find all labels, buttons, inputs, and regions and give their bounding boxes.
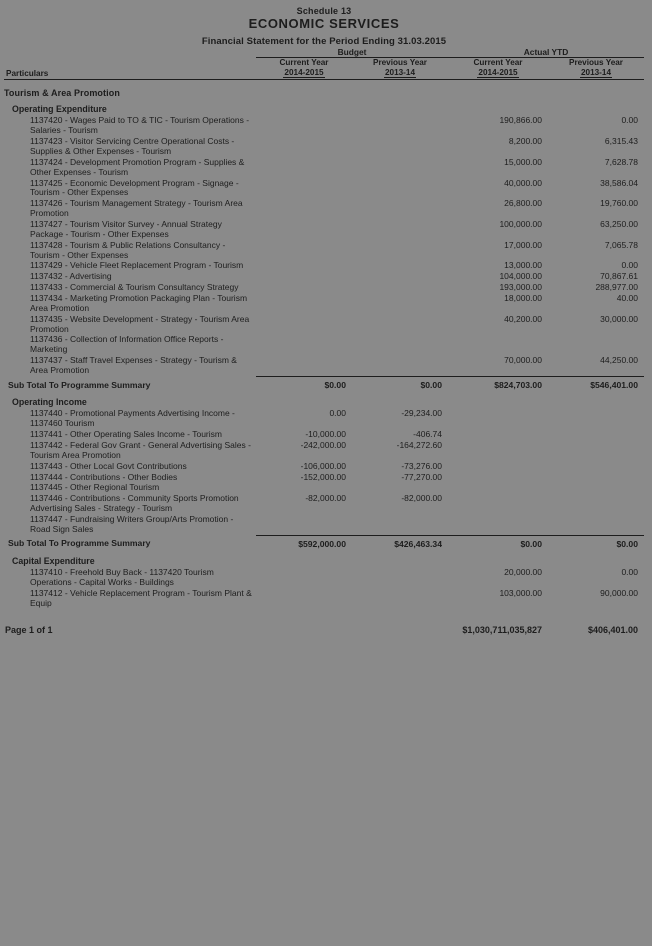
row-label: 1137420 - Wages Paid to TO & TIC - Tourism Operations - Salaries - Tourism (30, 115, 250, 136)
row-budget-previous (352, 178, 448, 199)
row-budget-current: 0.00 (329, 408, 346, 419)
row-actual-current (448, 430, 548, 441)
row-actual-previous: 0.00 (621, 260, 638, 271)
row-budget-current (256, 261, 352, 272)
table-row (4, 409, 644, 430)
row-label: 1137441 - Other Operating Sales Income - Tourism (30, 429, 222, 440)
subsection-heading (4, 393, 644, 409)
row-budget-previous: -82,000.00 (401, 493, 442, 504)
row-actual-current (448, 409, 548, 430)
row-actual-current: 193,000.00 (499, 282, 542, 293)
row-budget-current: -10,000.00 (305, 429, 346, 440)
financial-table (4, 47, 644, 636)
row-budget-current (256, 219, 352, 240)
row-budget-previous (352, 199, 448, 220)
table-row (4, 483, 644, 494)
row-actual-previous: 0.00 (621, 567, 638, 578)
row-budget-previous: -29,234.00 (401, 408, 442, 419)
row-budget-previous (352, 314, 448, 335)
table-row (4, 335, 644, 356)
row-budget-previous (352, 356, 448, 377)
table-row (4, 137, 644, 158)
row-budget-current (256, 335, 352, 356)
row-budget-current: -242,000.00 (300, 439, 346, 450)
row-label: 1137432 - Advertising (30, 271, 112, 282)
report-header (4, 6, 644, 47)
table-row (4, 261, 644, 272)
row-budget-current: -152,000.00 (300, 471, 346, 482)
row-actual-current (448, 472, 548, 483)
subtotal-budget-current: $592,000.00 (256, 535, 352, 552)
row-actual-previous: 90,000.00 (600, 587, 638, 598)
row-actual-previous: 38,586.04 (600, 177, 638, 188)
row-label: 1137435 - Website Development - Strategy - Tourism Area Promotion (30, 313, 250, 334)
row-label: 1137444 - Contributions - Other Bodies (30, 471, 178, 482)
row-budget-current (256, 240, 352, 261)
subsection-title: Operating Income (12, 396, 87, 407)
section-title: Tourism & Area Promotion (4, 87, 120, 98)
row-budget-previous (352, 240, 448, 261)
subtotal-budget-previous: $0.00 (352, 376, 448, 393)
subtotal-row (4, 376, 644, 393)
row-label: 1137442 - Federal Gov Grant - General Advertising Sales - Tourism Area Promotion (30, 439, 251, 460)
column-header-row (4, 58, 644, 79)
row-actual-previous (548, 335, 644, 356)
report-footer-row (4, 609, 644, 636)
row-budget-current (256, 514, 352, 535)
table-row (4, 314, 644, 335)
subtotal-actual-previous: $546,401.00 (548, 376, 644, 393)
row-label: 1137436 - Collection of Information Office Reports - Marketing (30, 334, 224, 355)
table-row (4, 272, 644, 283)
table-row (4, 178, 644, 199)
row-actual-current: 8,200.00 (508, 136, 542, 147)
col-header-actual-current: Current Year 2014-2015 (473, 58, 523, 77)
row-budget-previous (352, 261, 448, 272)
report-subtitle: Financial Statement for the Period Ending 31.03.2015 (201, 35, 447, 47)
row-budget-previous (352, 283, 448, 294)
col-header-particulars: Particulars (6, 68, 49, 78)
row-label: 1137423 - Visitor Servicing Centre Operational Costs - Supplies & Other Expenses - Tourism (30, 136, 235, 156)
col-header-budget-current: Current Year 2014-2015 (279, 58, 329, 77)
footer-actual-current: $1,030,711,035,827 (462, 625, 542, 636)
row-label: 1137428 - Tourism & Public Relations Consultancy - Tourism - Other Expenses (30, 239, 226, 260)
row-actual-previous: 44,250.00 (600, 355, 638, 366)
row-budget-previous (352, 137, 448, 158)
row-actual-current: 40,200.00 (504, 313, 542, 324)
row-actual-current: 18,000.00 (504, 292, 542, 303)
col-header-actual-previous: Previous Year 2013-14 (568, 58, 623, 77)
row-budget-previous (352, 272, 448, 283)
subsection-heading (4, 552, 644, 568)
row-budget-current (256, 314, 352, 335)
group-header-budget: Budget (256, 47, 448, 58)
row-actual-current: 13,000.00 (504, 260, 542, 271)
row-budget-current: -82,000.00 (305, 493, 346, 504)
column-group-header-row (4, 47, 644, 58)
row-label: 1137447 - Fundraising Writers Group/Arts Promotion - Road Sign Sales (30, 513, 234, 534)
row-budget-previous: -73,276.00 (401, 460, 442, 471)
page-title: ECONOMIC SERVICES (248, 16, 400, 32)
row-actual-previous: 70,867.61 (600, 271, 638, 282)
row-actual-previous: 63,250.00 (600, 218, 638, 229)
row-label: 1137443 - Other Local Govt Contributions (30, 460, 187, 471)
row-label: 1137434 - Marketing Promotion Packaging Plan - Tourism Area Promotion (30, 292, 248, 313)
footer-budget-current (256, 609, 352, 636)
table-row (4, 514, 644, 535)
row-budget-previous (352, 588, 448, 609)
row-label: 1137427 - Tourism Visitor Survey - Annual Strategy Package - Tourism - Other Expenses (30, 218, 222, 239)
row-label: 1137433 - Commercial & Tourism Consultancy Strategy (30, 282, 239, 293)
row-actual-current: 20,000.00 (504, 567, 542, 578)
row-actual-current: 104,000.00 (499, 271, 542, 282)
row-actual-current: 70,000.00 (504, 355, 542, 366)
row-actual-current (448, 335, 548, 356)
table-row (4, 293, 644, 314)
row-actual-current: 100,000.00 (499, 218, 542, 229)
row-actual-current (448, 494, 548, 515)
row-actual-current: 103,000.00 (499, 587, 542, 598)
subtotal-label: Sub Total To Programme Summary (8, 538, 151, 549)
row-actual-previous (548, 461, 644, 472)
table-row (4, 461, 644, 472)
subtotal-budget-previous: $426,463.34 (352, 535, 448, 552)
row-label: 1137440 - Promotional Payments Advertising Income - 1137460 Tourism (30, 408, 235, 429)
row-budget-current (256, 137, 352, 158)
row-budget-previous: -77,270.00 (401, 471, 442, 482)
row-budget-current (256, 178, 352, 199)
subtotal-actual-current: $0.00 (448, 535, 548, 552)
table-row (4, 219, 644, 240)
row-label: 1137429 - Vehicle Fleet Replacement Program - Tourism (30, 260, 244, 271)
row-actual-previous: 7,065.78 (604, 239, 638, 250)
table-row (4, 588, 644, 609)
subsection-title: Capital Expenditure (12, 555, 95, 566)
row-budget-current (256, 116, 352, 137)
row-budget-previous (352, 514, 448, 535)
group-header-actual-ytd: Actual YTD (448, 47, 644, 58)
table-row (4, 472, 644, 483)
row-actual-previous (548, 440, 644, 461)
row-actual-current (448, 514, 548, 535)
subtotal-actual-previous: $0.00 (548, 535, 644, 552)
row-budget-previous: -164,272.60 (396, 439, 442, 450)
row-budget-previous (352, 219, 448, 240)
footer-actual-previous: $406,401.00 (587, 625, 638, 636)
col-header-budget-previous: Previous Year 2013-14 (372, 58, 427, 77)
subtotal-label: Sub Total To Programme Summary (8, 379, 151, 390)
row-actual-previous: 30,000.00 (600, 313, 638, 324)
row-actual-previous (548, 494, 644, 515)
row-actual-current (448, 483, 548, 494)
row-actual-previous (548, 483, 644, 494)
row-label: 1137437 - Staff Travel Expenses - Strategy - Tourism & Area Promotion (30, 355, 237, 375)
subsection-title: Operating Expenditure (12, 103, 107, 114)
row-actual-previous (548, 430, 644, 441)
row-actual-previous (548, 409, 644, 430)
row-label: 1137425 - Economic Development Program - Signage - Tourism - Other Expenses (30, 177, 239, 198)
row-label: 1137446 - Contributions - Community Sports Promotion Advertising Sales - Strategy - Tourism (30, 493, 239, 514)
row-label: 1137412 - Vehicle Replacement Program - Tourism Plant & Equip (30, 587, 252, 608)
row-budget-previous (352, 293, 448, 314)
row-budget-previous (352, 568, 448, 589)
row-budget-previous: -406.74 (413, 429, 442, 440)
table-row (4, 430, 644, 441)
row-budget-current (256, 293, 352, 314)
row-budget-current (256, 356, 352, 377)
table-row (4, 283, 644, 294)
section-heading (4, 83, 644, 100)
table-row (4, 356, 644, 377)
schedule-number: Schedule 13 (296, 6, 352, 16)
table-row (4, 568, 644, 589)
row-actual-previous: 0.00 (621, 115, 638, 126)
row-budget-current (256, 483, 352, 494)
row-actual-previous (548, 472, 644, 483)
row-label: 1137424 - Development Promotion Program - Supplies & Other Expenses - Tourism (30, 156, 245, 177)
table-row (4, 199, 644, 220)
row-budget-current (256, 588, 352, 609)
table-row (4, 157, 644, 178)
row-label: 1137445 - Other Regional Tourism (30, 482, 160, 493)
row-actual-current: 15,000.00 (504, 156, 542, 167)
row-budget-previous (352, 335, 448, 356)
row-actual-previous (548, 514, 644, 535)
row-actual-previous: 6,315.43 (604, 136, 638, 147)
row-actual-current: 26,800.00 (504, 198, 542, 209)
row-actual-current (448, 440, 548, 461)
row-actual-previous: 19,760.00 (600, 198, 638, 209)
row-budget-current (256, 199, 352, 220)
row-actual-previous: 288,977.00 (595, 282, 638, 293)
row-actual-current: 17,000.00 (504, 239, 542, 250)
row-budget-current (256, 157, 352, 178)
row-budget-current (256, 283, 352, 294)
footer-label: Page 1 of 1 (5, 625, 53, 636)
spacer-cell (4, 47, 256, 58)
row-label: 1137426 - Tourism Management Strategy - Tourism Area Promotion (30, 198, 243, 219)
table-row (4, 240, 644, 261)
row-budget-current (256, 568, 352, 589)
row-label: 1137410 - Freehold Buy Back - 1137420 Tourism Operations - Capital Works - Buildings (30, 567, 214, 588)
table-row (4, 116, 644, 137)
subtotal-budget-current: $0.00 (256, 376, 352, 393)
row-actual-current: 40,000.00 (504, 177, 542, 188)
row-actual-current: 190,866.00 (499, 115, 542, 126)
subsection-heading (4, 100, 644, 116)
subtotal-row (4, 535, 644, 552)
table-row (4, 494, 644, 515)
table-row (4, 440, 644, 461)
footer-budget-previous (352, 609, 448, 636)
row-actual-current (448, 461, 548, 472)
row-budget-current: -106,000.00 (300, 460, 346, 471)
row-budget-previous (352, 116, 448, 137)
row-budget-current (256, 272, 352, 283)
row-actual-previous: 40.00 (616, 292, 638, 303)
row-budget-previous (352, 483, 448, 494)
subtotal-actual-current: $824,703.00 (448, 376, 548, 393)
row-budget-previous (352, 157, 448, 178)
row-actual-previous: 7,628.78 (604, 156, 638, 167)
